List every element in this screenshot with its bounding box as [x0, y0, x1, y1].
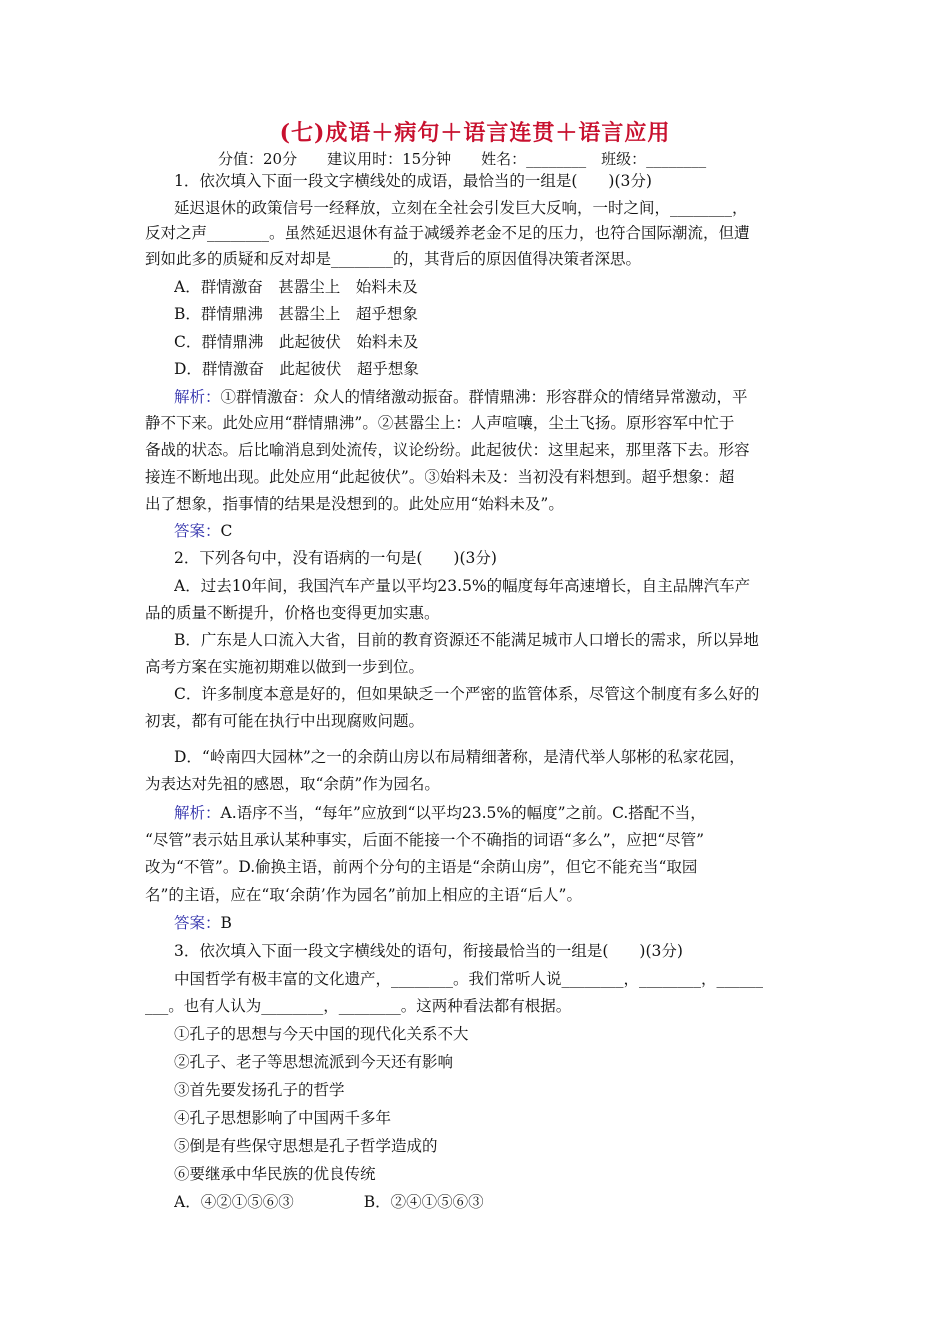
- q2-option-a-cont: 品的质量不断提升，价格也变得更加实惠。: [145, 604, 440, 622]
- meta-line: 分值：20分 建议用时：15分钟 姓名：________ 班级：________: [218, 150, 707, 168]
- analysis-label: 解析：: [174, 804, 221, 822]
- q1-passage-line: 反对之声________。虽然延迟退休有益于减缓养老金不足的压力，也符合国际潮流，但遭: [145, 224, 750, 242]
- q1-option-a: A．群情激奋 甚嚣尘上 始料未及: [174, 278, 418, 296]
- q3-item: ①孔子的思想与今天中国的现代化关系不大: [174, 1025, 469, 1043]
- q3-option-a: A．④②①⑤⑥③: [174, 1193, 294, 1211]
- q3-options-row: [174, 1191, 811, 1213]
- q3-item: ②孔子、老子等思想流派到今天还有影响: [174, 1053, 454, 1071]
- q3-item: ⑥要继承中华民族的优良传统: [174, 1165, 376, 1183]
- q3-option-b: B．②④①⑤⑥③: [363, 1193, 484, 1211]
- q1-option-d: D．群情激奋 此起彼伏 超乎想象: [174, 360, 419, 378]
- q2-analysis-line: 解析：A.语序不当，“每年”应放到“以平均23.5%的幅度”之前。C.搭配不当，: [174, 804, 706, 822]
- q2-option-c: C．许多制度本意是好的，但如果缺乏一个严密的监管体系，尽管这个制度有多么好的: [174, 685, 760, 703]
- q2-option-c-cont: 初衷，都有可能在执行中出现腐败问题。: [145, 712, 425, 730]
- q1-passage-line: 到如此多的质疑和反对却是________的，其背后的原因值得决策者深思。: [145, 250, 642, 268]
- analysis-label: 解析：: [174, 388, 221, 406]
- q1-analysis-line: 备战的状态。后比喻消息到处流传，议论纷纷。此起彼伏：这里起来，那里落下去。形容: [145, 441, 750, 459]
- q1-option-c: C．群情鼎沸 此起彼伏 始料未及: [174, 333, 419, 351]
- page-title: (七)成语＋病句＋语言连贯＋语言应用: [279, 120, 671, 146]
- q3-item: ⑤倒是有些保守思想是孔子哲学造成的: [174, 1137, 438, 1155]
- q2-answer: 答案：B: [174, 914, 232, 932]
- q2-stem: 2．下列各句中，没有语病的一句是( )(3分): [174, 549, 497, 567]
- q2-option-d-cont: 为表达对先祖的感恩，取“余荫”作为园名。: [145, 775, 440, 793]
- q3-item: ④孔子思想影响了中国两千多年: [174, 1109, 392, 1127]
- q2-analysis-line: 改为“不管”。D.偷换主语，前两个分句的主语是“余荫山房”，但它不能充当“取园: [145, 858, 698, 876]
- q3-passage-line: 中国哲学有极丰富的文化遗产，________。我们常听人说________，________，______: [174, 970, 764, 988]
- answer-label: 答案：: [174, 522, 221, 540]
- q1-analysis-line: 解析：①群情激奋：众人的情绪激动振奋。群情鼎沸：形容群众的情绪异常激动，平: [174, 388, 748, 406]
- q2-option-d: D．“岭南四大园林”之一的余荫山房以布局精细著称，是清代举人邬彬的私家花园，: [174, 748, 745, 766]
- q1-answer: 答案：C: [174, 522, 233, 540]
- q2-option-b: B．广东是人口流入大省，目前的教育资源还不能满足城市人口增长的需求，所以异地: [174, 631, 759, 649]
- q1-passage-line: 延迟退休的政策信号一经释放，立刻在全社会引发巨大反响，一时之间，________，: [174, 199, 748, 217]
- q1-analysis-line: 静不下来。此处应用“群情鼎沸”。②甚嚣尘上：人声喧嚷，尘土飞扬。原形容军中忙于: [145, 414, 735, 432]
- answer-label: 答案：: [174, 914, 221, 932]
- q2-option-b-cont: 高考方案在实施初期难以做到一步到位。: [145, 658, 425, 676]
- q2-analysis-line: “尽管”表示姑且承认某种事实，后面不能接一个不确指的词语“多么”，应把“尽管”: [145, 831, 705, 849]
- q2-option-a: A．过去10年间，我国汽车产量以平均23.5%的幅度每年高速增长，自主品牌汽车产: [174, 577, 751, 595]
- q3-item: ③首先要发扬孔子的哲学: [174, 1081, 345, 1099]
- q2-analysis-line: 名”的主语，应在“取‘余荫’作为园名”前加上相应的主语“后人”。: [145, 886, 582, 904]
- q3-passage-line: ___。也有人认为________，________。这两种看法都有根据。: [145, 997, 572, 1015]
- q1-analysis-line: 接连不断地出现。此处应用“此起彼伏”。③始料未及：当初没有料想到。超乎想象：超: [145, 468, 735, 486]
- q1-stem: 1．依次填入下面一段文字横线处的成语，最恰当的一组是( )(3分): [174, 172, 652, 190]
- q1-option-b: B．群情鼎沸 甚嚣尘上 超乎想象: [174, 305, 418, 323]
- q1-analysis-line: 出了想象，指事情的结果是没想到的。此处应用“始料未及”。: [145, 495, 564, 513]
- q3-stem: 3．依次填入下面一段文字横线处的语句，衔接最恰当的一组是( )(3分): [174, 942, 683, 960]
